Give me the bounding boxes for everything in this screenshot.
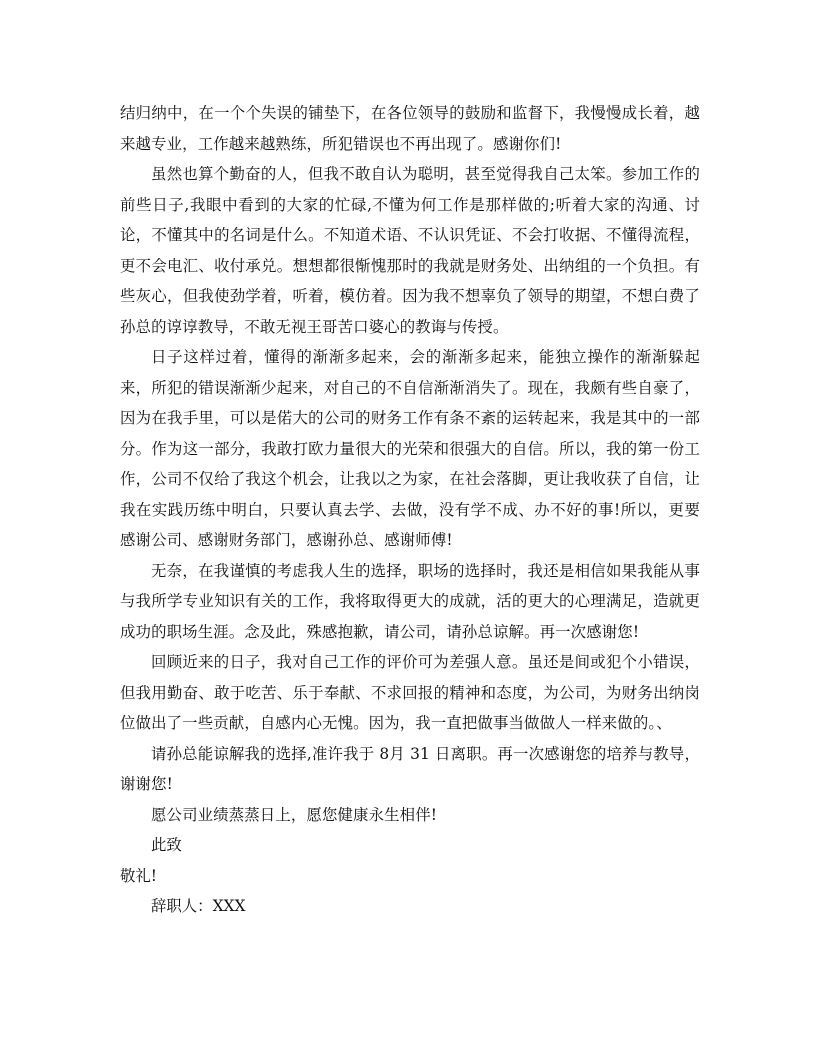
paragraph-4: 无奈，在我谨慎的考虑我人生的选择，职场的选择时，我还是相信如果我能从事与我所学专业知识有关的工作，我将取得更大的成就，活的更大的心理满足，造就更成功的职场生涯。念及此，殊感抱歉，请公司，请孙总谅解。再一次感谢您! <box>120 561 700 641</box>
closing-salutation: 此致 <box>151 836 182 854</box>
letter-body <box>120 98 700 922</box>
closing-regards: 敬礼! <box>120 866 157 885</box>
paragraph-7: 愿公司业绩蒸蒸日上，愿您健康永生相伴! <box>151 805 438 824</box>
paragraph-6: 请孙总能谅解我的选择,准许我于 8月 31 日离职。再一次感谢您的培养与教导，谢谢您! <box>120 744 700 793</box>
paragraph-1: 结归纳中，在一个个失误的铺垫下，在各位领导的鼓励和监督下，我慢慢成长着，越来越专业，工作越来越熟练，所犯错误也不再出现了。感谢你们! <box>120 104 700 153</box>
paragraph-2: 虽然也算个勤奋的人，但我不敢自认为聪明，甚至觉得我自己太笨。参加工作的前些日子,我眼中看到的大家的忙碌,不懂为何工作是那样做的;听着大家的沟通、讨论，不懂其中的名词是什么。不知道术语、不认识凭证、不会打收据、不懂得流程，更不会电汇、收付承兑。想想都很惭愧那时的我就是财务处、出纳组的一个负担。有些灰心，但我使劲学着，听着，模仿着。因为我不想辜负了领导的期望，不想白费了孙总的谆谆教导，不敢无视王哥苦口婆心的教诲与传授。 <box>120 165 700 336</box>
signature: 辞职人：XXX <box>151 897 246 915</box>
paragraph-3: 日子这样过着，懂得的渐渐多起来，会的渐渐多起来，能独立操作的渐渐躲起来，所犯的错误渐渐少起来，对自己的不自信渐渐消失了。现在，我颇有些自豪了，因为在我手里，可以是偌大的公司的财务工作有条不紊的运转起来，我是其中的一部分。作为这一部分，我敢打欧力量很大的光荣和很强大的自信。所以，我的第一份工作，公司不仅给了我这个机会，让我以之为家，在社会落脚，更让我收获了自信，让我在实践历练中明白，只要认真去学、去做，没有学不成、办不好的事!所以，更要感谢公司、感谢财务部门，感谢孙总、感谢师傅! <box>120 348 700 549</box>
paragraph-5: 回顾近来的日子，我对自己工作的评价可为差强人意。虽还是间或犯个小错误，但我用勤奋、敢于吃苦、乐于奉献、不求回报的精神和态度，为公司，为财务出纳岗位做出了一些贡献，自感内心无愧。因为，我一直把做事当做做人一样来做的。、 <box>120 653 700 732</box>
